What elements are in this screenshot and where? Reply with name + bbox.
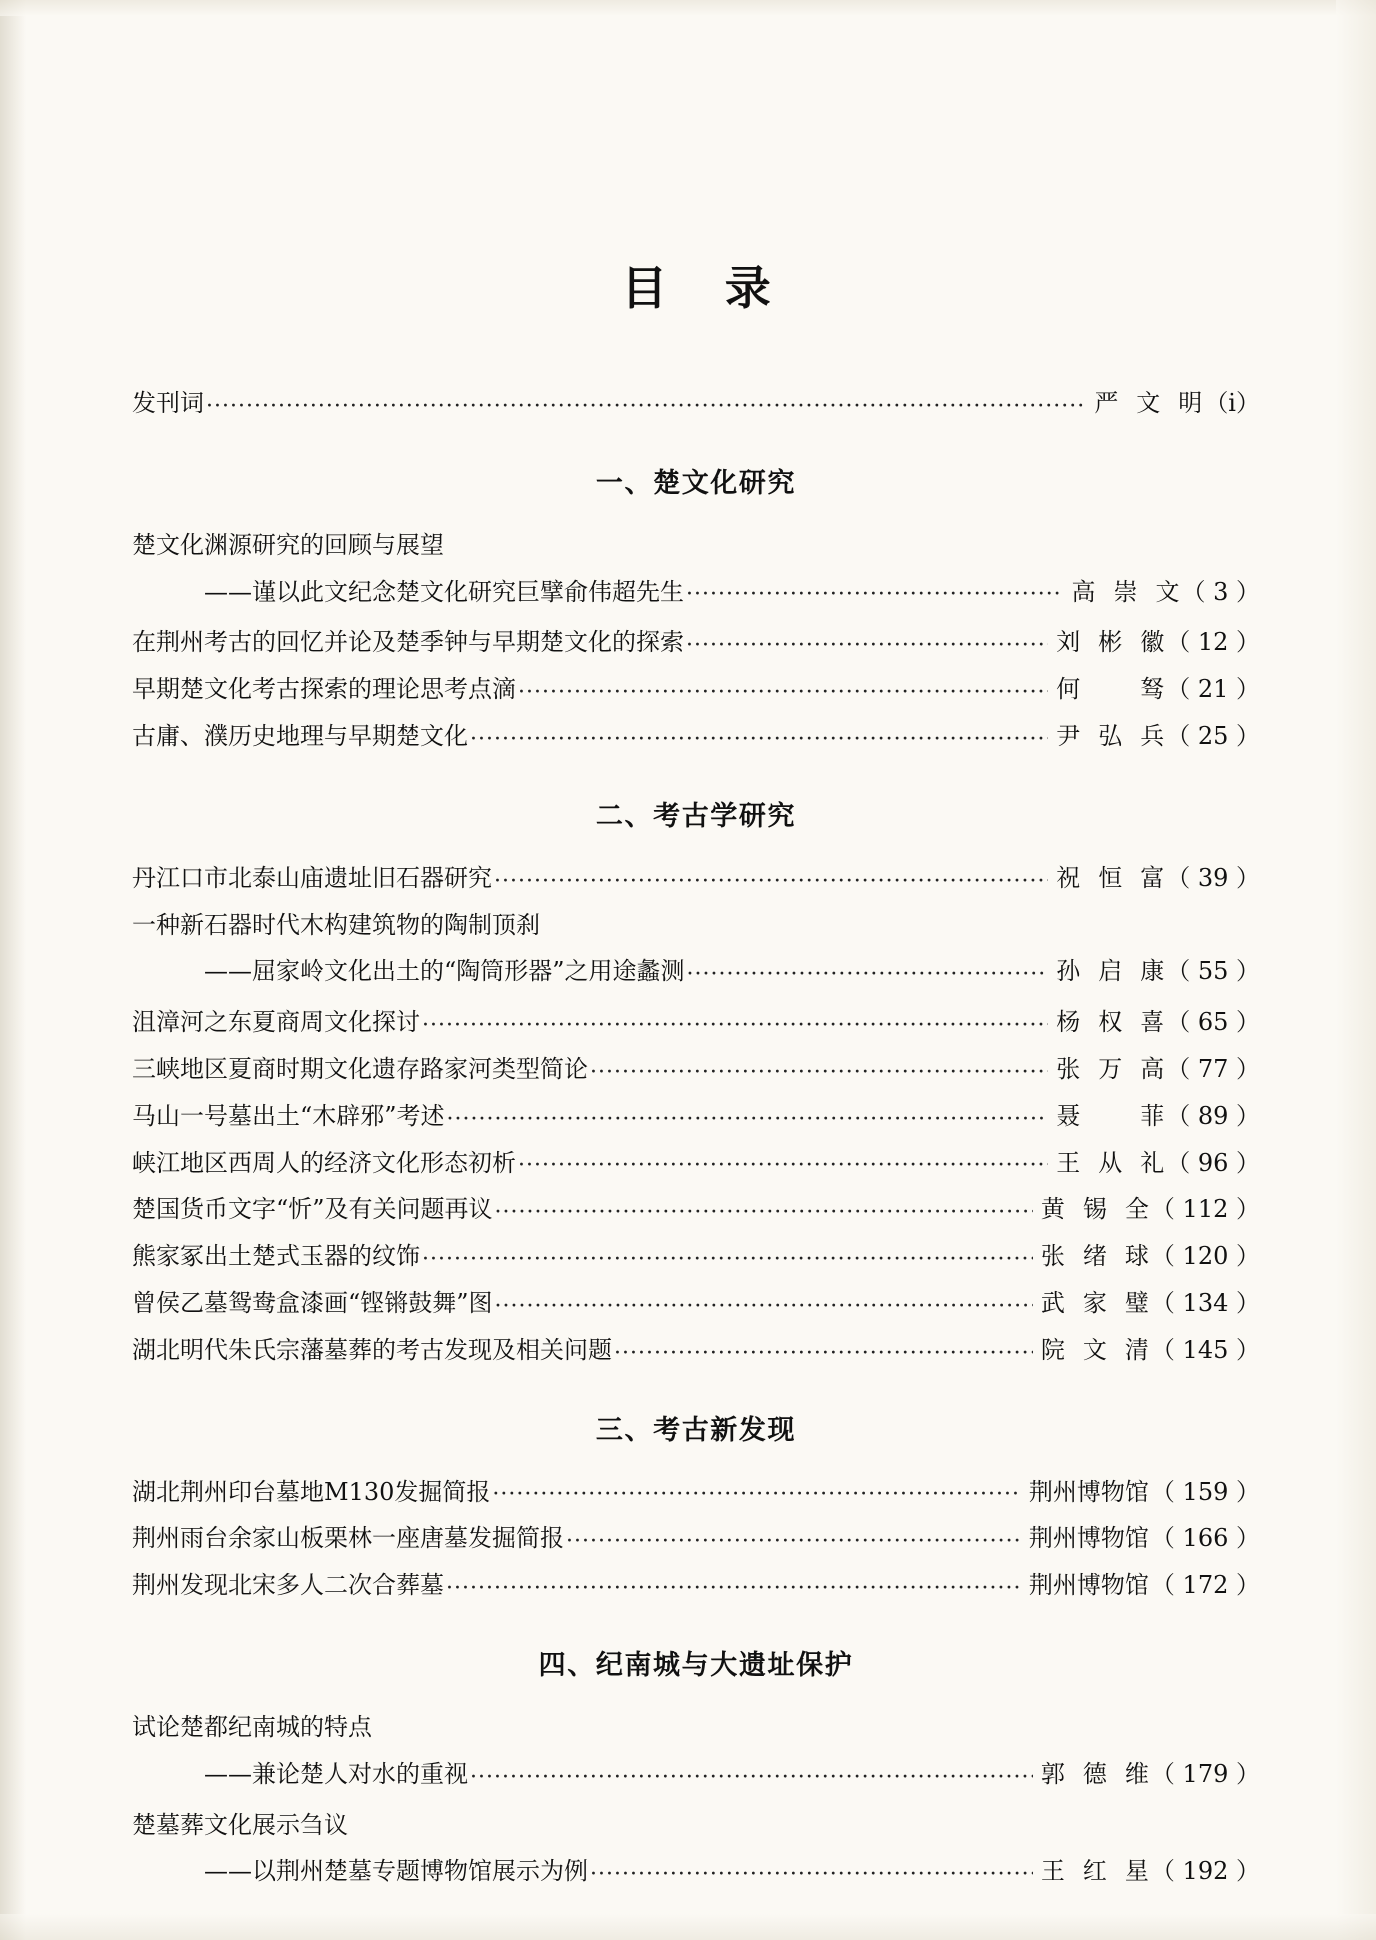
toc-entry[interactable]	[132, 1848, 1260, 1895]
toc-entry-title: 马山一号墓出土“木辟邪”考述	[132, 1101, 445, 1130]
toc-entry-author: 聂 菲	[1056, 1101, 1165, 1130]
toc-entry-page: （ 192 ）	[1150, 1857, 1260, 1886]
page-edge-shadow-left	[0, 0, 26, 1940]
toc-entry[interactable]	[132, 948, 1260, 995]
dot-leader	[494, 871, 1048, 895]
page-edge-shadow-right	[1336, 0, 1376, 1940]
toc-entry-title: 熊家冢出土楚式玉器的纹饰	[132, 1242, 420, 1271]
toc-entry-page: （ 159 ）	[1150, 1477, 1260, 1506]
toc-entry[interactable]	[132, 1469, 1260, 1516]
toc-entry[interactable]	[132, 666, 1260, 713]
toc-entry-page: （ 145 ）	[1150, 1335, 1260, 1364]
toc-entry[interactable]	[132, 1233, 1260, 1280]
toc-entry-page: （ 3 ）	[1181, 577, 1260, 606]
toc-entry-subtitle: ——以荆州楚墓专题博物馆展示为例	[204, 1857, 588, 1886]
toc-entry[interactable]	[132, 1562, 1260, 1609]
toc-entry[interactable]	[132, 999, 1260, 1046]
toc-entry[interactable]	[132, 619, 1260, 666]
toc-entry-author: 院文清	[1040, 1335, 1149, 1364]
toc-entry-title-line1: 试论楚都纪南城的特点	[132, 1712, 372, 1741]
toc-item[interactable]	[132, 1704, 1260, 1798]
toc-entry-title-line1: 一种新石器时代木构建筑物的陶制顶刹	[132, 910, 540, 939]
toc-entry-author: 祝恒富	[1056, 863, 1165, 892]
toc-entry[interactable]	[132, 1751, 1260, 1798]
dot-leader	[686, 584, 1063, 608]
toc-entry-title-line1: 楚文化渊源研究的回顾与展望	[132, 530, 444, 559]
dot-leader	[206, 396, 1086, 420]
page-edge-shadow-bottom	[0, 1914, 1376, 1940]
toc-entry-page: （ 134 ）	[1150, 1288, 1260, 1317]
toc-entry-title-line1: 楚墓葬文化展示刍议	[132, 1810, 348, 1839]
toc-entry[interactable]	[132, 713, 1260, 760]
toc-entry-title: 湖北明代朱氏宗藩墓葬的考古发现及相关问题	[132, 1335, 612, 1364]
dot-leader	[470, 1767, 1033, 1791]
dot-leader	[614, 1343, 1033, 1367]
dot-leader	[447, 1109, 1049, 1133]
dot-leader	[590, 1062, 1048, 1086]
dot-leader	[566, 1531, 1021, 1555]
dot-leader	[446, 1578, 1021, 1602]
toc-item[interactable]	[132, 1802, 1260, 1896]
toc-entry[interactable]	[132, 1046, 1260, 1093]
toc-entry[interactable]	[132, 569, 1260, 616]
toc-entry[interactable]	[132, 1093, 1260, 1140]
dot-leader	[422, 1249, 1033, 1273]
table-of-contents	[132, 252, 1260, 1899]
toc-entry-author: 尹弘兵	[1056, 721, 1165, 750]
toc-entry-author: 孙启康	[1056, 957, 1165, 986]
toc-entry-page: （ 96 ）	[1166, 1148, 1260, 1177]
dot-leader	[518, 682, 1048, 706]
dot-leader	[687, 964, 1049, 988]
toc-entry-subtitle: ——谨以此文纪念楚文化研究巨擘俞伟超先生	[204, 577, 684, 606]
toc-section	[132, 461, 1260, 760]
section-heading: 四、纪南城与大遗址保护	[538, 1649, 854, 1681]
toc-entry-page: （ⅰ）	[1204, 389, 1260, 417]
toc-entry-page: （ 166 ）	[1150, 1524, 1260, 1553]
toc-entry-page: （ 25 ）	[1166, 721, 1260, 750]
dot-leader	[590, 1864, 1033, 1888]
toc-entry-author: 严文明	[1094, 389, 1203, 417]
toc-entry-page: （ 65 ）	[1166, 1008, 1260, 1037]
dot-leader	[686, 635, 1048, 659]
dot-leader	[495, 1296, 1033, 1320]
toc-entry-page: （ 77 ）	[1166, 1054, 1260, 1083]
toc-entry-author: 王红星	[1040, 1857, 1149, 1886]
toc-section	[132, 1643, 1260, 1895]
toc-entry-author: 黄锡全	[1040, 1195, 1149, 1224]
toc-entry-title: 发刊词	[132, 389, 204, 417]
toc-entry[interactable]	[132, 855, 1260, 902]
toc-entry-title: 峡江地区西周人的经济文化形态初析	[132, 1148, 516, 1177]
toc-entry-author: 荆州博物馆	[1028, 1477, 1149, 1506]
toc-entry-page: （ 112 ）	[1150, 1195, 1260, 1224]
dot-leader	[470, 729, 1048, 753]
toc-entry-author: 何 驽	[1056, 675, 1165, 704]
toc-entry-author: 荆州博物馆	[1028, 1571, 1149, 1600]
toc-entry-author: 张万高	[1056, 1054, 1165, 1083]
toc-entry-title: 荆州雨台余家山板栗林一座唐墓发掘简报	[132, 1524, 564, 1553]
toc-entry-author: 王从礼	[1056, 1148, 1165, 1177]
section-heading: 三、考古新发现	[595, 1414, 797, 1446]
toc-entry-page: （ 12 ）	[1166, 628, 1260, 657]
toc-entry-title: 古庸、濮历史地理与早期楚文化	[132, 721, 468, 750]
dot-leader	[495, 1202, 1033, 1226]
toc-item[interactable]	[132, 902, 1260, 996]
toc-entry-title: 丹江口市北泰山庙遗址旧石器研究	[132, 863, 492, 892]
toc-entry-author: 荆州博物馆	[1028, 1524, 1149, 1553]
toc-entry-title: 三峡地区夏商时期文化遗存路家河类型简论	[132, 1054, 588, 1083]
dot-leader	[422, 1015, 1048, 1039]
toc-entry-author: 刘彬徽	[1056, 628, 1165, 657]
dot-leader	[518, 1155, 1048, 1179]
section-heading: 二、考古学研究	[595, 800, 797, 832]
toc-item[interactable]	[132, 522, 1260, 616]
toc-entry[interactable]	[132, 1515, 1260, 1562]
section-heading: 一、楚文化研究	[595, 467, 797, 499]
page-edge-shadow-top	[0, 0, 1376, 16]
toc-entry-title: 曾侯乙墓鸳鸯盒漆画“铿锵鼓舞”图	[132, 1288, 493, 1317]
page-title: 目 录	[621, 261, 792, 315]
toc-entry-author: 武家璧	[1040, 1288, 1149, 1317]
toc-entry-subtitle: ——兼论楚人对水的重视	[204, 1759, 468, 1788]
toc-entry-page: （ 39 ）	[1166, 863, 1260, 892]
toc-entry[interactable]	[132, 1280, 1260, 1327]
toc-entry-page: （ 172 ）	[1150, 1571, 1260, 1600]
toc-entry-page: （ 21 ）	[1166, 675, 1260, 704]
toc-entry[interactable]	[132, 1327, 1260, 1374]
toc-entry[interactable]	[132, 1186, 1260, 1233]
toc-entry-page: （ 55 ）	[1166, 957, 1260, 986]
toc-entry[interactable]	[132, 1140, 1260, 1187]
toc-entry-title: 楚国货币文字“忻”及有关问题再议	[132, 1195, 493, 1224]
toc-section	[132, 1408, 1260, 1609]
toc-entry-author: 高崇文	[1071, 577, 1180, 606]
toc-entry-page: （ 120 ）	[1150, 1242, 1260, 1271]
dot-leader	[492, 1484, 1021, 1508]
toc-section	[132, 794, 1260, 1374]
toc-entry-author: 张绪球	[1040, 1242, 1149, 1271]
toc-entry-title: 湖北荆州印台墓地M130发掘简报	[132, 1477, 491, 1506]
toc-entry-author: 杨权喜	[1056, 1008, 1165, 1037]
toc-entry[interactable]	[132, 380, 1260, 427]
toc-entry-subtitle: ——屈家岭文化出土的“陶筒形器”之用途蠡测	[204, 957, 685, 986]
toc-entry-title: 早期楚文化考古探索的理论思考点滴	[132, 675, 516, 704]
toc-entry-author: 郭德维	[1040, 1759, 1149, 1788]
toc-entry-title: 荆州发现北宋多人二次合葬墓	[132, 1571, 444, 1600]
toc-entry-title: 沮漳河之东夏商周文化探讨	[132, 1008, 420, 1037]
toc-entry-title: 在荆州考古的回忆并论及楚季钟与早期楚文化的探索	[132, 628, 684, 657]
toc-entry-page: （ 89 ）	[1166, 1101, 1260, 1130]
toc-entry-page: （ 179 ）	[1150, 1759, 1260, 1788]
